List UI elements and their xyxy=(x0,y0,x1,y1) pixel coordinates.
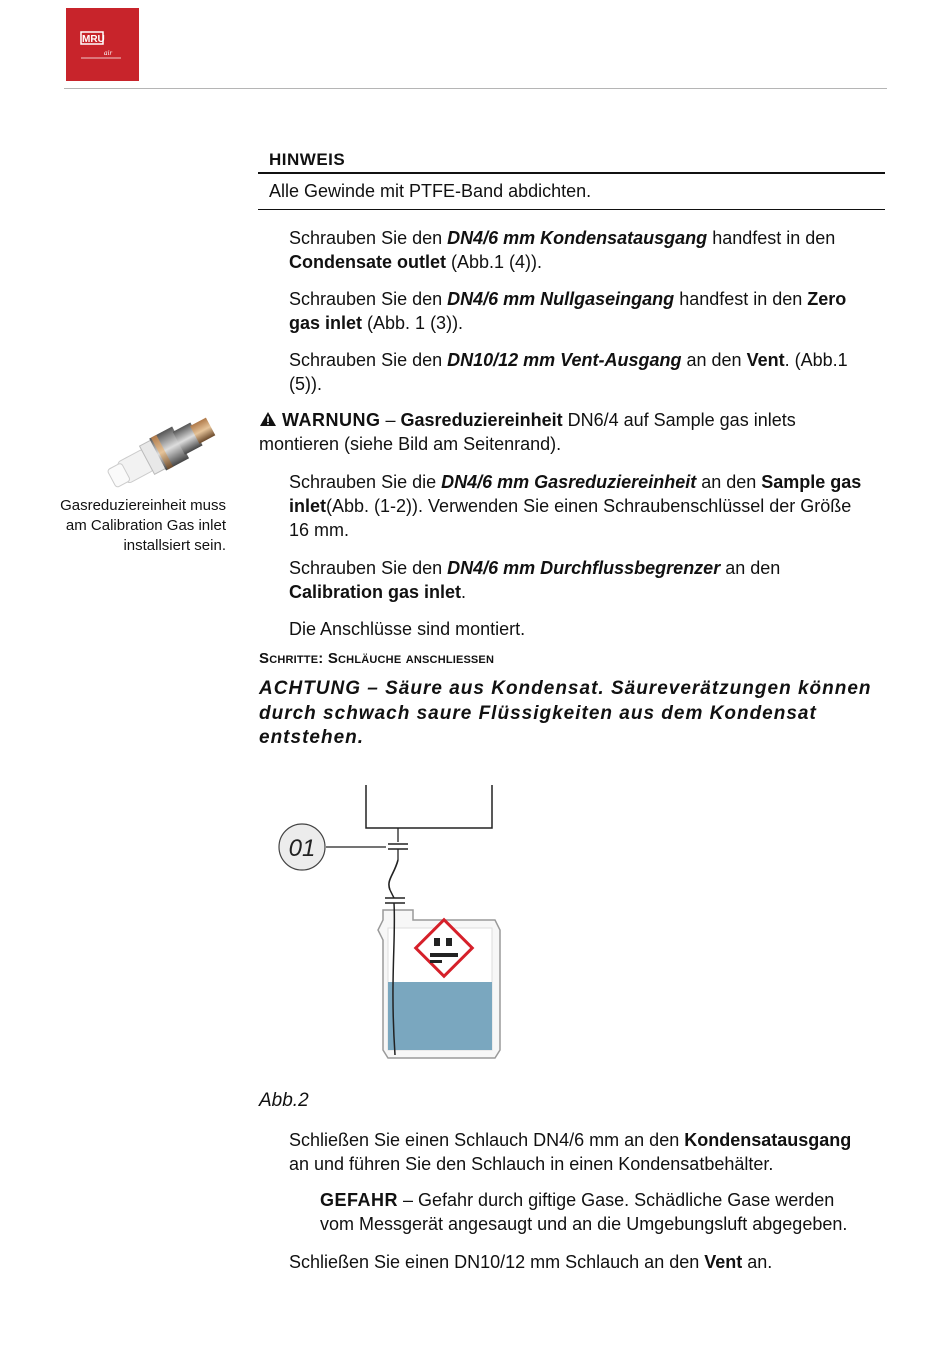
step-zero-gas-inlet: Schrauben Sie den DN4/6 mm Nullgaseingang handfest in den Zero gas inlet (Abb. 1 (3)). xyxy=(289,289,847,333)
step-condensate-outlet: Schrauben Sie den DN4/6 mm Kondensatausgang handfest in den Condensate outlet (Abb.1 (4)). xyxy=(289,228,836,272)
step-vent: Schrauben Sie den DN10/12 mm Vent-Ausgang an den Vent. (Abb.1 (5)). xyxy=(289,350,848,394)
header-rule xyxy=(64,88,887,89)
callout-label: 01 xyxy=(288,835,316,862)
caption-line: Gasreduziereinheit muss xyxy=(60,497,226,514)
step-calibration-gas-inlet: Schrauben Sie den DN4/6 mm Durchflussbegrenzer an den Calibration gas inlet. xyxy=(289,558,781,602)
figure-caption: Abb.2 xyxy=(259,1090,309,1111)
side-caption xyxy=(30,496,226,556)
step-sample-gas-inlet: Schrauben Sie die DN4/6 mm Gasreduziereinheit an den Sample gas inlet(Abb. (1-2)). Verwenden Sie einen Schraubenschlüssel der Größe 16 mm. xyxy=(289,472,862,540)
company-logo xyxy=(66,8,139,81)
warnung-notice: WARNUNG – Gasreduziereinheit DN6/4 auf Sample gas inlets montieren (siehe Bild am Seitenrand). xyxy=(259,410,796,454)
hinweis-top-rule xyxy=(258,172,885,174)
step-condensate-hose: Schließen Sie einen Schlauch DN4/6 mm an den Kondensatausgang an und führen Sie den Schlauch in einen Kondensatbehälter. xyxy=(289,1130,852,1174)
hinweis-text: Alle Gewinde mit PTFE-Band abdichten. xyxy=(269,181,592,201)
caption-line: installsiert sein. xyxy=(123,537,226,554)
warning-triangle-icon xyxy=(259,410,282,430)
step-done: Die Anschlüsse sind montiert. xyxy=(289,619,526,639)
gefahr-notice: GEFAHR – Gefahr durch giftige Gase. Schädliche Gase werden vom Messgerät angesaugt und an die Umgebungsluft abgegeben. xyxy=(320,1190,848,1234)
caption-line: am Calibration Gas inlet xyxy=(65,517,226,534)
achtung-notice: ACHTUNG – Säure aus Kondensat. Säureverätzungen können durch schwach saure Flüssigkeiten aus dem Kondensat entstehen. xyxy=(259,678,872,748)
condensate-container-figure xyxy=(270,780,540,1075)
gas-reducer-image xyxy=(96,404,231,501)
logo-text: MRU xyxy=(82,34,105,45)
section-heading: Schritte: Schläuche anschließen xyxy=(259,650,495,667)
logo-tagline: air xyxy=(104,49,113,57)
step-vent-hose: Schließen Sie einen DN10/12 mm Schlauch an den Vent an. xyxy=(289,1252,773,1272)
hinweis-bottom-rule xyxy=(258,209,885,210)
hinweis-title: HINWEIS xyxy=(269,150,346,169)
